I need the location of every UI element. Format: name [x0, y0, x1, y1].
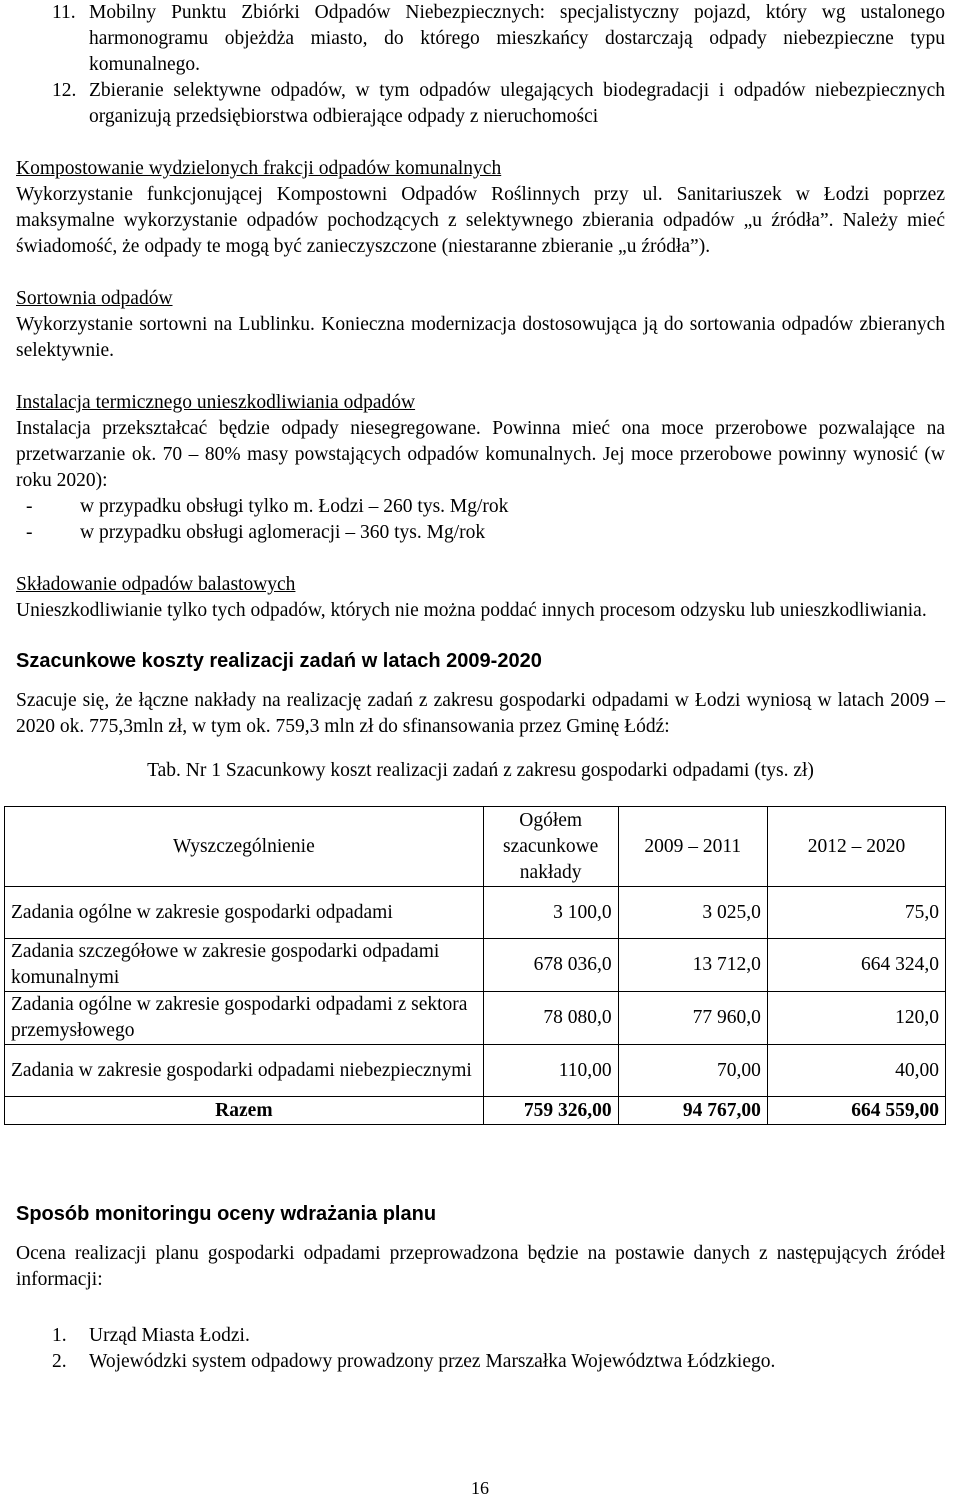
- section-skladowanie: [16, 572, 945, 624]
- table-header-cell: 2012 – 2020: [767, 807, 945, 887]
- dash-item-text: w przypadku obsługi tylko m. Łodzi – 260 tys. Mg/rok: [80, 496, 509, 517]
- top-numbered-list: [0, 0, 945, 130]
- list-item: [16, 1349, 945, 1375]
- list-item-number: 11.: [52, 2, 76, 23]
- list-item: [16, 1323, 945, 1349]
- table-header-row: [5, 807, 946, 887]
- table-cell: Zadania ogólne w zakresie gospodarki odpadami z sektora przemysłowego: [5, 992, 484, 1045]
- table-row: [5, 887, 946, 939]
- list-item-number: 1.: [52, 1325, 67, 1346]
- section-kompostowanie: [16, 156, 945, 260]
- table-header-cell: Ogółem szacunkowe nakłady: [483, 807, 618, 887]
- section-instalacja: [16, 390, 945, 546]
- page-number: 16: [471, 1478, 489, 1498]
- table-cell: 75,0: [767, 887, 945, 939]
- dash-list-item: - w przypadku obsługi tylko m. Łodzi – 260 tys. Mg/rok: [26, 496, 509, 517]
- table-cell: 13 712,0: [618, 939, 767, 992]
- section-monitoring: [16, 1201, 945, 1375]
- table-cell: Razem: [5, 1097, 484, 1125]
- section-text: Wykorzystanie sortowni na Lublinku. Konieczna modernizacja dostosowująca ją do sortowania odpadów zbieranych selektywnie.: [16, 314, 945, 361]
- section-text: Instalacja przekształcać będzie odpady niesegregowane. Powinna mieć ona moce przerobowe pozwalające na przetwarzanie ok. 70 – 80% masy powstających odpadów komunalnych. Jej moce przerobowe powinny wynosić (w roku 2020):: [16, 418, 945, 491]
- table-row: [5, 1045, 946, 1097]
- document-page: [11, 0, 945, 1375]
- section-koszty: [16, 648, 945, 784]
- list-item-text: Urząd Miasta Łodzi.: [89, 1325, 250, 1346]
- dash-item-text: w przypadku obsługi aglomeracji – 360 tys. Mg/rok: [80, 522, 486, 543]
- table-cell: 40,00: [767, 1045, 945, 1097]
- table-row: [5, 939, 946, 992]
- list-item: [0, 78, 945, 130]
- section-text: Unieszkodliwianie tylko tych odpadów, których nie można poddać innych procesom odzysku lub unieszkodliwiania.: [16, 600, 927, 621]
- table-cell: 94 767,00: [618, 1097, 767, 1125]
- section-title: Sposób monitoringu oceny wdrażania planu: [16, 1203, 437, 1225]
- table-cell: 664 559,00: [767, 1097, 945, 1125]
- section-heading: Kompostowanie wydzielonych frakcji odpadów komunalnych: [16, 158, 502, 179]
- cost-table: [4, 806, 946, 1125]
- section-text: Szacuje się, że łączne nakłady na realizację zadań z zakresu gospodarki odpadami w Łodzi wyniosą w latach 2009 – 2020 ok. 775,3mln zł, w tym ok. 759,3 mln zł do sfinansowania przez Gminę Łódź:: [16, 690, 945, 737]
- section-sortownia: [16, 286, 945, 364]
- table-cell: 78 080,0: [483, 992, 618, 1045]
- table-caption: Tab. Nr 1 Szacunkowy koszt realizacji zadań z zakresu gospodarki odpadami (tys. zł): [147, 760, 814, 781]
- table-total-row: [5, 1097, 946, 1125]
- section-heading: Sortownia odpadów: [16, 288, 173, 309]
- list-item-number: 2.: [52, 1351, 67, 1372]
- list-item-number: 12.: [52, 80, 77, 101]
- table-cell: 120,0: [767, 992, 945, 1045]
- table-cell: 759 326,00: [483, 1097, 618, 1125]
- table-row: [5, 992, 946, 1045]
- table-cell: 77 960,0: [618, 992, 767, 1045]
- numbered-list: [16, 1323, 945, 1375]
- list-item: [0, 0, 945, 78]
- list-item-text: Mobilny Punktu Zbiórki Odpadów Niebezpiecznych: specjalistyczny pojazd, który wg ustalonego harmonogramu objeżdża miasto, do którego mieszkańcy dostarczają odpady niebezpieczne typu komunalnego.: [89, 2, 945, 75]
- list-item-text: Wojewódzki system odpadowy prowadzony przez Marszałka Województwa Łódzkiego.: [89, 1351, 776, 1372]
- table-cell: Zadania ogólne w zakresie gospodarki odpadami: [5, 887, 484, 939]
- table-cell: 678 036,0: [483, 939, 618, 992]
- table-cell: 664 324,0: [767, 939, 945, 992]
- section-title: Szacunkowe koszty realizacji zadań w latach 2009-2020: [16, 650, 542, 672]
- table-cell: Zadania szczegółowe w zakresie gospodarki odpadami komunalnymi: [5, 939, 484, 992]
- table-header-cell: 2009 – 2011: [618, 807, 767, 887]
- list-item-text: Zbieranie selektywne odpadów, w tym odpadów ulegających biodegradacji i odpadów niebezpiecznych organizują przedsiębiorstwa odbierające odpady z nieruchomości: [89, 80, 945, 127]
- table-cell: 70,00: [618, 1045, 767, 1097]
- table-cell: 110,00: [483, 1045, 618, 1097]
- section-heading: Instalacja termicznego unieszkodliwiania odpadów: [16, 392, 416, 413]
- table-cell: 3 025,0: [618, 887, 767, 939]
- dash-list-item: - w przypadku obsługi aglomeracji – 360 tys. Mg/rok: [26, 522, 486, 543]
- section-heading: Składowanie odpadów balastowych: [16, 574, 296, 595]
- section-text: Wykorzystanie funkcjonującej Kompostowni Odpadów Roślinnych przy ul. Sanitariuszek w Łodzi poprzez maksymalne wykorzystanie odpadów pochodzących z selektywnego zbierania odpadów „u źródła”. Należy mieć świadomość, że odpady te mogą być zanieczyszczone (niestaranne zbieranie „u źródła”).: [16, 184, 945, 257]
- table-header-cell: Wyszczególnienie: [5, 807, 484, 887]
- section-text: Ocena realizacji planu gospodarki odpadami przeprowadzona będzie na postawie danych z następujących źródeł informacji:: [16, 1243, 945, 1290]
- table-cell: 3 100,0: [483, 887, 618, 939]
- table-cell: Zadania w zakresie gospodarki odpadami niebezpiecznymi: [5, 1045, 484, 1097]
